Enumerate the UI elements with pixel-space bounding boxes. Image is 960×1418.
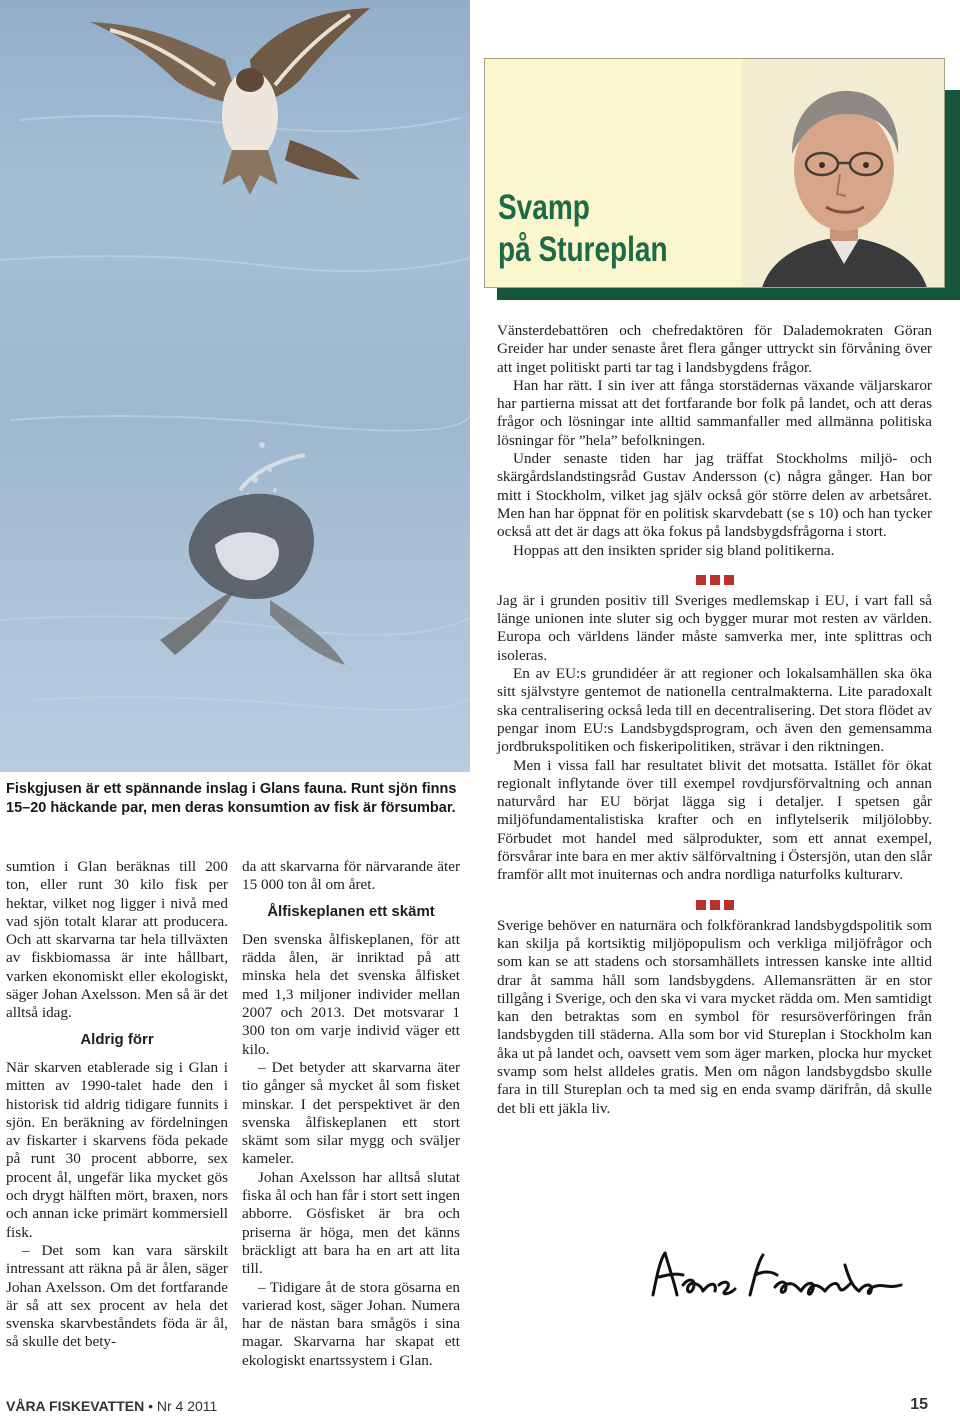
article-paragraph: – Det som kan vara särskilt intressant att räkna på är ålen, säger Johan Axelsson. Om det fortfarande är så att sex procent av hela det svenska skarvbeståndets föda är ål, så skulle det bety- <box>6 1241 228 1351</box>
article-column-1 <box>6 858 228 1352</box>
column-paragraph: Hoppas att den insikten sprider sig bland politikerna. <box>513 541 835 559</box>
column-header-box <box>484 58 945 288</box>
column-paragraph: Men i vissa fall har resultatet blivit det motsatta. Istället för ökat regionalt inflytande över till exempel rovdjursförvaltning och annan naturvård har EU börjat lägga sig i detaljer. I spetsen går miljöfundamentalistiska krafter och en inflytelserik miljölobby. Förbudet mot handel med sälprodukter, som ett annat exempel, försvårar inte bara en mer aktiv sälförvaltning i Östersjön, utan den slår framför allt mot inuiternas och andra nordliga naturfolks kulturarv. <box>497 756 932 884</box>
footer <box>6 1398 217 1414</box>
osprey-illustration <box>0 0 470 772</box>
section-divider <box>497 572 932 582</box>
article-paragraph: da att skarvarna för närvarande äter 15 000 ton ål om året. <box>242 858 460 894</box>
section-divider <box>497 897 932 907</box>
author-signature <box>645 1245 915 1305</box>
column-paragraph: En av EU:s grundidéer är att regioner och lokalsamhällen ska öka sitt självstyre gentemot de nationella centralmakterna. Lite paradoxalt ska centralisering också leda till en decentralisering. Det stora flödet av pengar inom EU:s Landsbygdsprogram, och även den gemensamma jordbrukspolitiken och fiskeripolitiken, strävar i den riktningen. <box>497 665 932 756</box>
page-number: 15 <box>910 1396 928 1413</box>
magazine-name: VÅRA FISKEVATTEN <box>6 1398 145 1414</box>
column-paragraph: Han har rätt. I sin iver att fånga storstädernas växande väljarskaror har partierna missat att det fortfarande bor folk på landet, och att deras frågor och lösningar inte alltid sammanfaller med allmänna politiska lösningar för ”hela” befolkningen. <box>497 376 932 449</box>
photo-caption: Fiskgjusen är ett spännande inslag i Glans fauna. Runt sjön finns 15–20 häckande par, men deras konsumtion av fisk är försumbar. <box>6 781 457 816</box>
article-paragraph: Johan Axelsson har alltså slutat fiska ål och han får i stort sett ingen abborre. Gösfisket är bra och priserna är höga, men det känns bräckligt att bara ha en art att lita till. <box>242 1168 460 1278</box>
article-paragraph: – Det betyder att skarvarna äter tio gånger så mycket ål som fisket minskar. I det perspektivet är den svenska ålfiskeplanen ett stort skämt som silar mygg och sväljer kameler. <box>242 1058 460 1168</box>
issue-number: Nr 4 2011 <box>156 1398 218 1414</box>
column-paragraph: Under senaste tiden har jag träffat Stockholms miljö- och skärgårdslandstingsråd Gustav Andersson (c) några gånger. Han bor mitt i Stockholm, vilket jag själv också gör större delen av arbetsåret. Men han har öppnat för en politisk skarvdebatt (se s 10) och han tycker också att det är dags att öka fokus på landsbygdsfrågorna i stort. <box>497 450 932 541</box>
column-paragraph: Jag är i grunden positiv till Sveriges medlemskap i EU, i vart fall så länge unionen inte sluter sig och bygger murar mot resten av världen. Europa och världens länder måste samverka mer, inte splittras och isoleras. <box>497 591 932 664</box>
article-paragraph: Den svenska ålfiskeplanen, för att rädda ålen, är inriktad på att minska hela det svenska ålfisket med 1,3 miljoner individer mellan 2007 och 2013. Det motsvarar 1 300 ton om varje individ väger ett kilo. <box>242 930 460 1058</box>
author-portrait <box>742 59 945 288</box>
article-paragraph: sumtion i Glan beräknas till 200 ton, eller runt 30 kilo fisk per hektar, vilket nog ligger i nivå med vad sjön totalt klarar att producera. Och att skarvarna tar hela tillväxten av fiskbiomassa är inte hållbart, varken ekonomiskt eller ekologiskt, säger Johan Axelsson. Men så är det alltså idag. <box>6 858 228 1022</box>
column-title: Svamp på Stureplan <box>498 188 668 269</box>
column-text <box>497 322 932 1118</box>
subheading-alfiskeplanen: Ålfiskeplanen ett skämt <box>267 902 435 920</box>
article-paragraph: När skarven etablerade sig i Glan i mitten av 1990-talet hade den i historisk tid aldrig tidigare funnits i sjön. En beräkning av fördelningen av fiskarter i skarvens föda pekade på runt 30 procent abborre, sex procent ål, ungefär lika mycket gös och drygt hälften mört, braxen, nors och annan icke primärt kommersiell fisk. <box>6 1058 228 1241</box>
bullet-separator: • <box>148 1398 157 1414</box>
subheading-aldrig-forr: Aldrig förr <box>80 1030 154 1048</box>
article-column-2 <box>242 858 460 1370</box>
column-paragraph: Sverige behöver en naturnära och folkförankrad landsbygdspolitik som kan skilja på kortsiktig miljöpopulism och verkliga miljöfrågor och som kan se att stadens och storsamhällets intressen kanske inte alltid drar åt samma håll som landsbygdens. Allemansrätten är en stor tillgång i Sverige, och den ska vi vara mycket rädda om. Men samtidigt kan den betraktas som en symbol för resursöverföringen från landsbygden till städerna. Alla som bor vid Stureplan i Stockholm kan åka ut på landet och, oavsett vem som äger marken, plocka hur mycket svamp som helst alldeles gratis. Men om någon landsbygdsbo skulle fara in till Stureplan och ta med sig en enda svamp därifrån, då skulle det bli ett jäkla liv. <box>497 916 932 1117</box>
column-paragraph: Vänsterdebattören och chefredaktören för Dalademokraten Göran Greider har under senaste året flera gånger uttryckt sin förvåning över att inget politiskt parti tar tag i landsbygdens frågor. <box>497 322 932 376</box>
osprey-photo <box>0 0 470 772</box>
article-paragraph: – Tidigare åt de stora gösarna en varierad kost, säger Johan. Numera har de nästan bara smågös i sina magar. Skarvarna har skapat ett ekologiskt enartssystem i Glan. <box>242 1278 460 1369</box>
